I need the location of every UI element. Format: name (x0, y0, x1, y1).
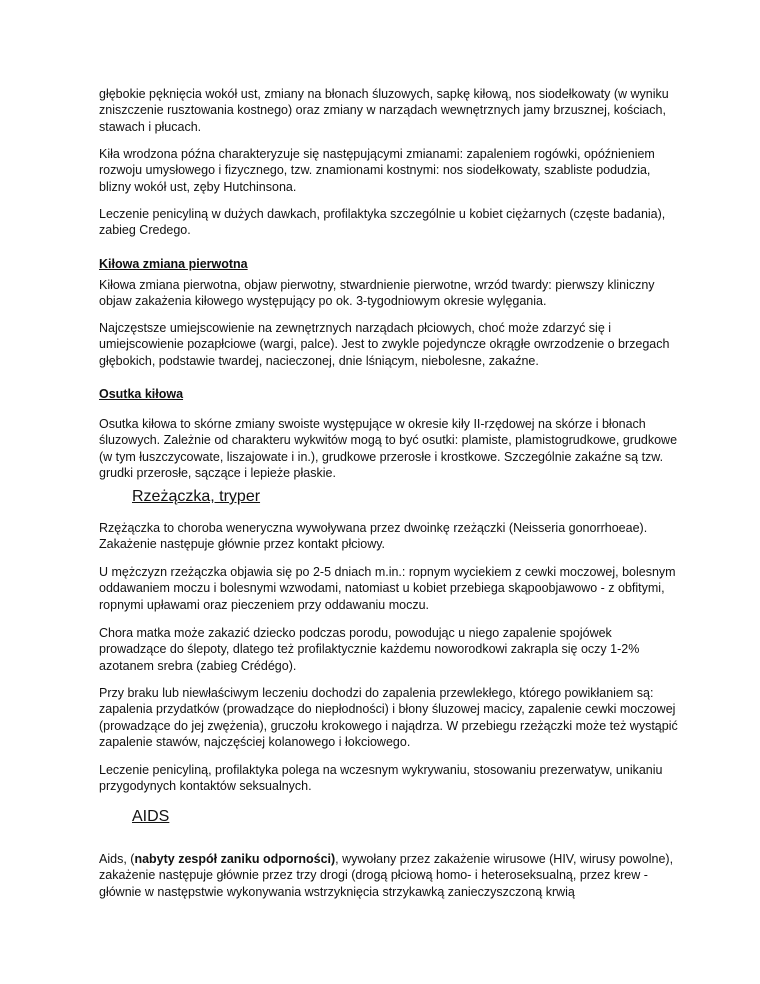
aids-text-pre: Aids, ( (99, 852, 135, 866)
paragraph-location: Najczęstsze umiejscowienie na zewnętrznych narządach płciowych, choć może zdarzyć się i umiejscowienie pozapłciowe (wargi, palce). Jest to zwykle pojedyncze okrągłe owrzodzenie o brzegach głębokich, podstawie twardej, nacieczonej, dnie lśniącym, niebolesne, zakaźne. (99, 321, 670, 368)
aids-text-post: , wywołany przez zakażenie wirusowe (HIV, wirusy powolne), zakażenie następuje głównie przez trzy drogi (drogą płciową homo- i heteroseksualną, przez krew - głównie w następstwie wykonywania wstrzyknięcia strzykawką zanieczyszczoną krwią (99, 852, 674, 899)
paragraph-newborn: Chora matka może zakazić dziecko podczas porodu, powodując u niego zapalenie spojówek prowadzące do ślepoty, dlatego też profilaktycznie każdemu noworodkowi zakrapla się oczy 1-2% azotanem srebra (zabieg Crédégo). (99, 626, 640, 673)
paragraph-chronic: Przy braku lub niewłaściwym leczeniu dochodzi do zapalenia przewlekłego, którego powikłaniem są: zapalenia przydatków (prowadzące do niepłodności) i błony śluzowej macicy, zapalenie cewki moczowej (prowadzące do jej zwężenia), gruczołu krokowego i najądrza. W przebiegu rzeżączki może też wystąpić zapalenie stawów, najczęściej kolanowego i łokciowego. (99, 686, 678, 749)
heading-gonorrhea: Rzeżączka, tryper (132, 488, 261, 505)
heading-aids: AIDS (132, 808, 170, 825)
paragraph-complications: głębokie pęknięcia wokół ust, zmiany na błonach śluzowych, sapkę kiłową, nos siodełkowaty (w wyniku zniszczenie rusztowania kostnego) oraz zmiany w narządach wewnętrznych jamy brzusznej, kościach, stawach i płucach. (99, 87, 669, 134)
heading-rash: Osutka kiłowa (99, 387, 184, 401)
paragraph-gonorrhea-treatment: Leczenie penicyliną, profilaktyka polega na wczesnym wykrywaniu, stosowaniu prezerwatyw, unikaniu przygodynych kontaktów seksualnych. (99, 763, 663, 794)
paragraph-rash: Osutka kiłowa to skórne zmiany swoiste występujące w okresie kiły II-rzędowej na skórze i błonach śluzowych. Zależnie od charakteru wykwitów mogą to być osutki: plamiste, plamistogrudkowe, grudkowe (w tym łuszczycowate, liszajowate i in.), grudkowe przerosłe i krostkowe. Szczególnie zakaźne są tzw. grudki przerosłe, sączące i lepieże płaskie. (99, 417, 678, 480)
paragraph-gonorrhea-intro: Rzężączka to choroba weneryczna wywoływana przez dwoinkę rzeżączki (Neisseria gonorrhoeae). Zakażenie następuje głównie przez kontakt płciowy. (99, 521, 648, 552)
paragraph-primary-lesion: Kiłowa zmiana pierwotna, objaw pierwotny, stwardnienie pierwotne, wrzód twardy: pierwszy kliniczny objaw zakażenia kiłowego występujący po ok. 3-tygodniowym okresie wylęgania. (99, 278, 655, 309)
paragraph-treatment: Leczenie penicyliną w dużych dawkach, profilaktyka szczególnie u kobiet ciężarnych (częste badania), zabieg Credego. (99, 207, 666, 238)
paragraph-late-congenital: Kiła wrodzona późna charakteryzuje się następującymi zmianami: zapaleniem rogówki, opóźnieniem rozwoju umysłowego i fizycznego, tzw. znamionami kostnymi: nos siodełkowaty, szabliste podudzia, blizny wokół ust, zęby Hutchinsona. (99, 147, 655, 194)
aids-text-bold: nabyty zespół zaniku odporności) (134, 852, 336, 866)
paragraph-gonorrhea-symptoms: U mężczyzn rzeżączka objawia się po 2-5 dniach m.in.: ropnym wyciekiem z cewki moczowej, bolesnym oddawaniem moczu i bolesnymi wzwodami, natomiast u kobiet przebiega skąpoobjawowo - z obfitymi, ropnymi upławami oraz pieczeniem przy oddawaniu moczu. (99, 565, 676, 612)
paragraph-aids (99, 851, 679, 900)
heading-primary-lesion: Kiłowa zmiana pierwotna (99, 257, 248, 271)
